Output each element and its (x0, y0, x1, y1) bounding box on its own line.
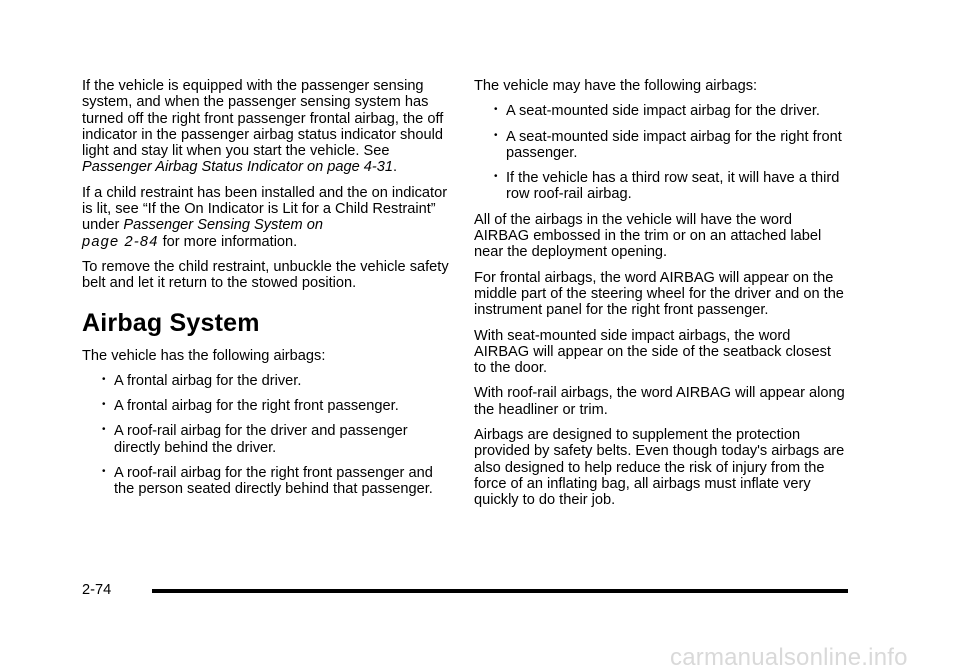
left-column (82, 78, 452, 507)
paragraph: If a child restraint has been installed and the on indicator is lit, see “If the On Indicator is Lit for a Child Restraint” under Passenger Sensing System on page 2-84 for more information. (82, 184, 448, 250)
right-column (474, 78, 846, 518)
bullet-icon: • (102, 466, 106, 478)
watermark: carmanualsonline.info (670, 644, 908, 671)
paragraph: Airbags are designed to supplement the protection provided by safety belts. Even though today's airbags are also designed to help reduce the risk of injury from the force of an inflating bag, all airbags must inflate very quickly to do their job. (474, 427, 845, 509)
list-item: • A roof-rail airbag for the driver and passenger directly behind the driver. (102, 423, 408, 456)
bullet-icon: • (494, 171, 498, 183)
page-number: 2-74 (82, 582, 112, 598)
paragraph: With seat-mounted side impact airbags, the word AIRBAG will appear on the side of the seatback closest to the door. (474, 327, 831, 377)
paragraph: If the vehicle is equipped with the passenger sensing system, and when the passenger sensing system has turned off the right front passenger frontal airbag, the off indicator in the passenger airbag status indicator should light and stay lit when you start the vehicle. See Passenger Airbag Status Indicator on page 4-31. (82, 78, 444, 176)
bullet-icon: • (102, 399, 106, 411)
list-item: • A roof-rail airbag for the right front passenger and the person seated directly behind that passenger. (102, 465, 433, 498)
paragraph: The vehicle may have the following airbags: (474, 78, 758, 94)
airbag-list (82, 373, 452, 498)
footer-rule (152, 589, 848, 593)
list-item: • A seat-mounted side impact airbag for the right front passenger. (494, 128, 842, 161)
list-item: • If the vehicle has a third row seat, it will have a third row roof-rail airbag. (494, 170, 840, 203)
list-item: • A frontal airbag for the right front passenger. (102, 398, 399, 415)
optional-airbag-list (474, 103, 846, 202)
bullet-icon: • (494, 129, 498, 141)
section-heading: Airbag System (82, 308, 260, 337)
cross-reference-link[interactable]: Passenger Sensing System on page 2-84 (82, 217, 323, 250)
bullet-icon: • (102, 373, 106, 385)
cross-reference-link[interactable]: Passenger Airbag Status Indicator on page 4-31 (82, 159, 393, 176)
paragraph: For frontal airbags, the word AIRBAG will appear on the middle part of the steering wheel for the driver and on the instrument panel for the right front passenger. (474, 269, 844, 319)
paragraph: The vehicle has the following airbags: (82, 347, 326, 364)
list-item: • A frontal airbag for the driver. (102, 372, 302, 389)
list-item: • A seat-mounted side impact airbag for the driver. (494, 103, 820, 120)
bullet-icon: • (494, 104, 498, 116)
paragraph: To remove the child restraint, unbuckle the vehicle safety belt and let it return to the stowed position. (82, 258, 449, 292)
paragraph: All of the airbags in the vehicle will have the word AIRBAG embossed in the trim or on an attached label near the deployment opening. (474, 211, 822, 261)
bullet-icon: • (102, 424, 106, 436)
paragraph: With roof-rail airbags, the word AIRBAG will appear along the headliner or trim. (474, 385, 845, 418)
